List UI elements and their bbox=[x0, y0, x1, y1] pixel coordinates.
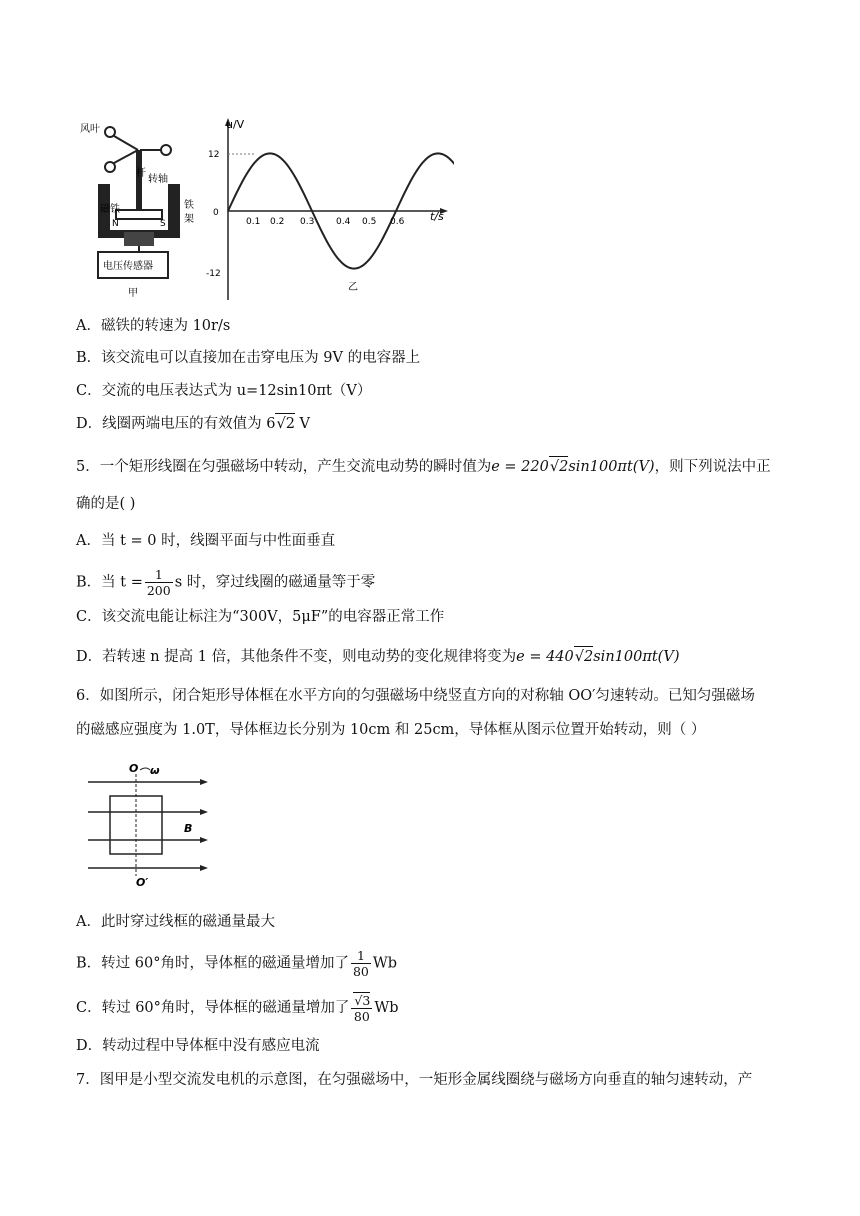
q6-c-text: C．转过 60°角时，导体框的磁通量增加了 bbox=[76, 1000, 350, 1016]
y-axis-label: u/V bbox=[226, 118, 245, 131]
q5-b-fraction: $\frac{1}{200}$ bbox=[146, 567, 171, 598]
axis-label-o-bottom: O′ bbox=[136, 876, 149, 888]
q5-stem-tail: ，则下列说法中正 bbox=[654, 459, 771, 475]
label-jia-caption: 甲 bbox=[128, 288, 138, 299]
y-tick-0: 0 bbox=[213, 208, 219, 218]
q5-option-d bbox=[76, 646, 679, 667]
q7-stem: 7．图甲是小型交流发电机的示意图，在匀强磁场中，一矩形金属线圈绕与磁场方向垂直的轴匀速转动，产 bbox=[76, 1072, 753, 1088]
b-label: B bbox=[184, 822, 193, 835]
q4-option-d bbox=[76, 413, 310, 434]
q5-stem-line2: 确的是( ) bbox=[76, 496, 136, 512]
apparatus-figure bbox=[80, 112, 200, 302]
q6-option-c bbox=[76, 992, 399, 1024]
q5-d-text: D．若转速 n 提高 1 倍，其他条件不变，则电动势的变化规律将变为 bbox=[76, 649, 517, 665]
coil bbox=[124, 232, 154, 246]
q6-c-fraction: $\frac{√3}{80}$ bbox=[351, 992, 372, 1024]
rod bbox=[136, 150, 142, 218]
q5-b-text: B．当 t = bbox=[76, 574, 143, 591]
x-tick-0.4: 0.4 bbox=[336, 217, 351, 227]
label-zhuanzhou: 转轴 bbox=[148, 174, 168, 185]
vane-cup bbox=[161, 145, 171, 155]
q5-option-b bbox=[76, 567, 375, 598]
y-tick-12: 12 bbox=[208, 150, 220, 160]
q4-d-radical: √2 bbox=[275, 413, 294, 434]
q6-b-text: B．转过 60°角时，导体框的磁通量增加了 bbox=[76, 955, 349, 972]
q5-stem-formula: e = 220√2sin100πt(V) bbox=[491, 459, 654, 475]
q5-option-c: C．该交流电能让标注为“300V，5μF”的电容器正常工作 bbox=[76, 609, 445, 625]
x-tick-0.2: 0.2 bbox=[270, 217, 285, 227]
x-axis-label: t/s bbox=[430, 210, 444, 223]
x-tick-0.3: 0.3 bbox=[300, 217, 315, 227]
label-sensor: 电压传感器 bbox=[103, 261, 153, 272]
x-tick-0.6: 0.6 bbox=[390, 217, 405, 227]
label-tie: 铁 bbox=[184, 200, 194, 211]
label-jia: 架 bbox=[184, 214, 194, 225]
vane-cup bbox=[105, 127, 115, 137]
label-gan: 杆 bbox=[136, 168, 146, 179]
q6-b-unit: Wb bbox=[372, 955, 398, 972]
q6-option-b bbox=[76, 948, 397, 979]
label-s: S bbox=[160, 219, 166, 229]
q4-option-c: C．交流的电压表达式为 u=12sin10πt（V） bbox=[76, 383, 372, 399]
x-tick-0.1: 0.1 bbox=[246, 217, 261, 227]
y-tick-neg12: -12 bbox=[206, 269, 221, 279]
rotating-frame-figure bbox=[86, 758, 216, 888]
magnet bbox=[116, 210, 162, 219]
q4-option-b: B．该交流电可以直接加在击穿电压为 9V 的电容器上 bbox=[76, 350, 421, 366]
q5-d-formula: e = 440√2sin100πt(V) bbox=[516, 649, 679, 665]
q4-option-a: A．磁铁的转速为 10r/s bbox=[76, 318, 231, 334]
q6-c-unit: Wb bbox=[374, 1000, 399, 1016]
q6-b-fraction: $\frac{1}{80}$ bbox=[352, 948, 369, 979]
label-fengye: 风叶 bbox=[80, 124, 100, 135]
omega-label: ω bbox=[150, 764, 160, 777]
voltage-time-graph bbox=[204, 114, 454, 300]
q5-b-tail: s 时，穿过线圈的磁通量等于零 bbox=[174, 574, 376, 591]
q4-d-unit: V bbox=[294, 416, 311, 432]
label-n: N bbox=[112, 219, 119, 229]
axis-label-o-top: O bbox=[129, 762, 139, 775]
q5-option-a: A．当 t = 0 时，线圈平面与中性面垂直 bbox=[76, 533, 336, 549]
vane-cup bbox=[105, 162, 115, 172]
x-tick-0.5: 0.5 bbox=[362, 217, 377, 227]
q6-option-a: A．此时穿过线框的磁通量最大 bbox=[76, 914, 275, 930]
q5-stem bbox=[76, 456, 771, 477]
q5-stem-text: 5．一个矩形线圈在匀强磁场中转动，产生交流电动势的瞬时值为 bbox=[76, 459, 492, 475]
q6-option-d: D．转动过程中导体框中没有感应电流 bbox=[76, 1038, 320, 1054]
q6-stem-line1: 6．如图所示，闭合矩形导体框在水平方向的匀强磁场中绕竖直方向的对称轴 OO′匀速转动。已知匀强磁场 bbox=[76, 688, 755, 704]
label-citie: 磁铁 bbox=[100, 204, 120, 215]
q4-d-text: D．线圈两端电压的有效值为 6 bbox=[76, 416, 276, 432]
graph-caption: 乙 bbox=[348, 282, 358, 293]
q6-stem-line2: 的磁感应强度为 1.0T，导体框边长分别为 10cm 和 25cm，导体框从图示位置开始转动，则（ ） bbox=[76, 722, 706, 738]
